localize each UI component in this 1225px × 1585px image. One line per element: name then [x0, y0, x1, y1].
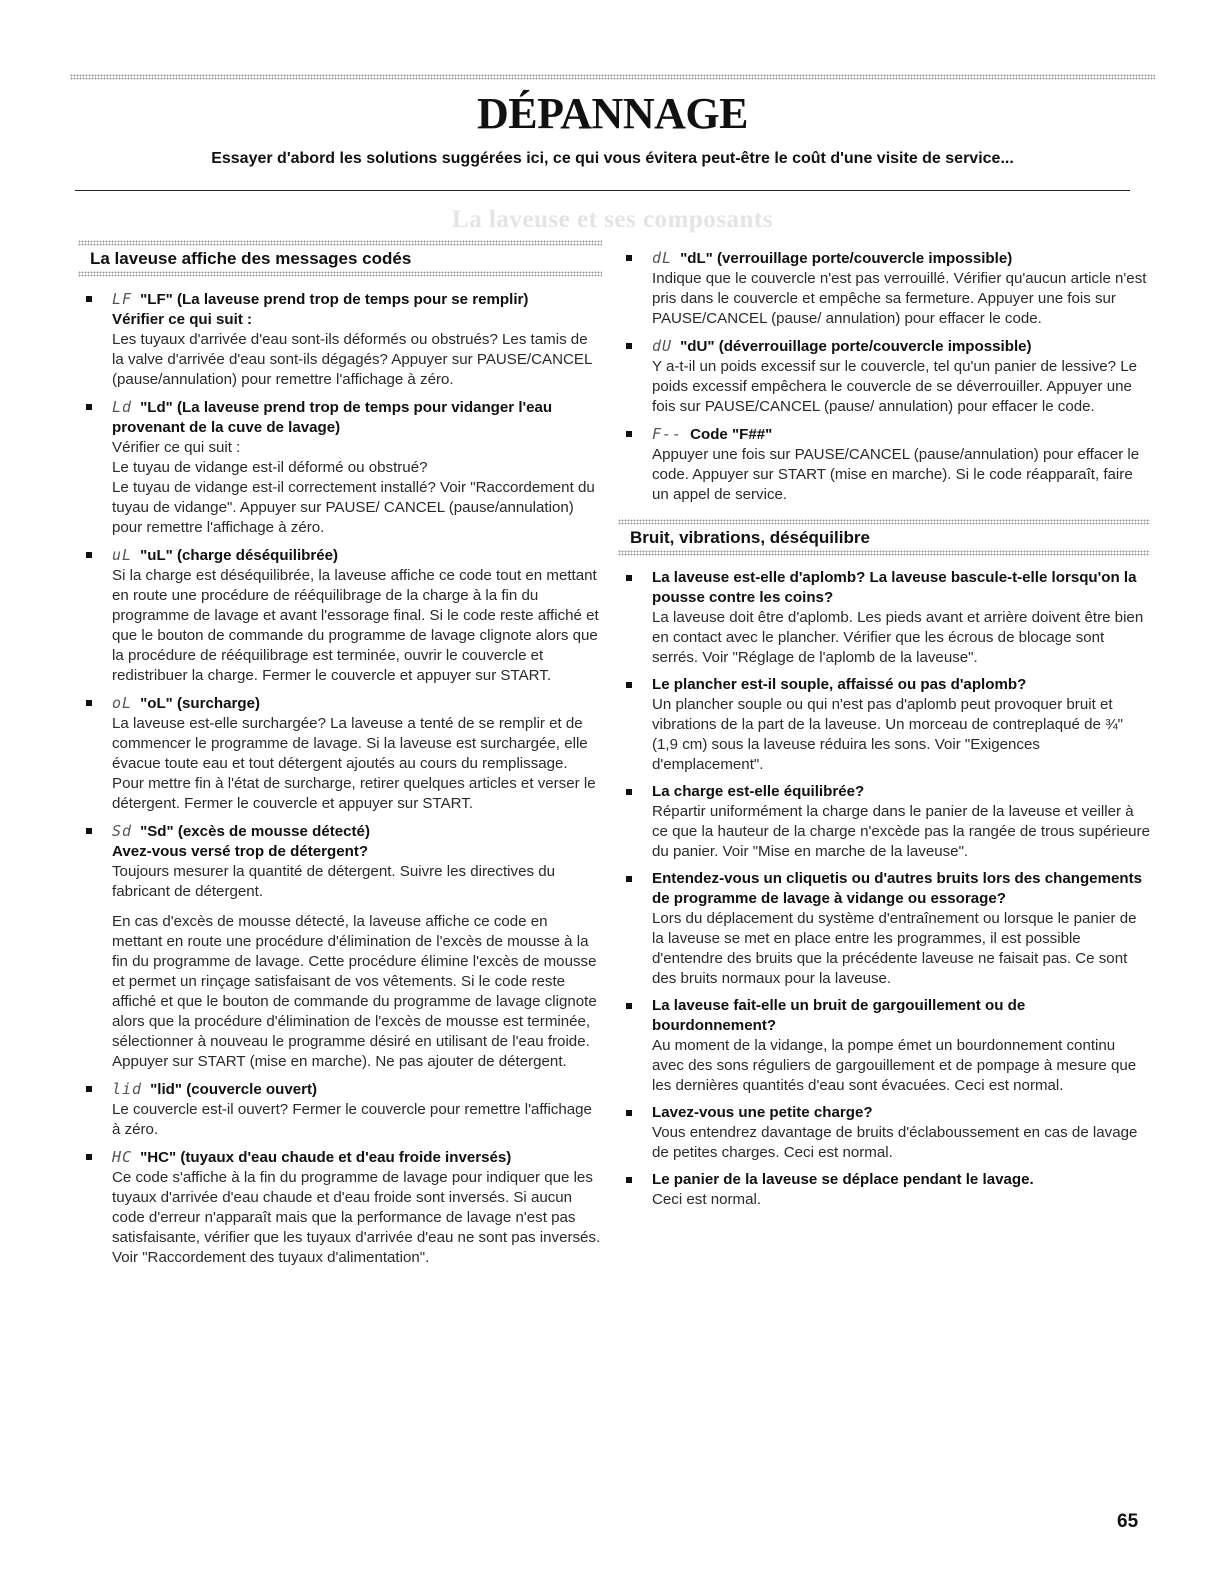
code-item-lid — [82, 1079, 602, 1140]
display-code-icon: Ld — [112, 398, 133, 416]
list-item — [622, 568, 1150, 668]
item-title: "Sd" (excès de mousse détecté) — [140, 823, 370, 840]
item-body: Lors du déplacement du système d'entraînement ou lorsque le panier de la laveuse se met en place entre les programmes, il est possible d'entendre des bruits que la précédente laveuse ne faisait pas. Ce sont des bruits normaux pour la laveuse. — [652, 910, 1137, 987]
bullet-icon — [86, 828, 92, 834]
bullet-icon — [626, 1110, 632, 1116]
dotted-divider — [618, 550, 1150, 556]
item-title: Lavez-vous une petite charge? — [652, 1104, 873, 1121]
list-item — [622, 996, 1150, 1096]
item-body: Ceci est normal. — [652, 1191, 762, 1208]
code-item-ol — [82, 693, 602, 814]
item-body: Indique que le couvercle n'est pas verrouillé. Vérifier qu'aucun article n'est pris dans le couvercle et empêche sa fermeture. Appuyer une fois sur PAUSE/CANCEL (pause/ annulation) pour effacer le code. — [652, 270, 1147, 327]
item-body-continued: En cas d'excès de mousse détecté, la laveuse affiche ce code en mettant en route une procédure d'élimination de l'excès de mousse à la fin du programme de lavage. Cette procédure élimine l'excès de mousse et permet un rinçage satisfaisant de vos vêtements. Si le code reste affiché et que le bouton de commande du programme de lavage clignote alors que la procédure d'élimination de l'excès de mousse est terminée, sélectionner à nouveau le programme désiré en utilisant de l'eau froide. Appuyer sur START (mise en marche). Ne pas ajouter de détergent. — [112, 913, 597, 1070]
item-title: Le plancher est-il souple, affaissé ou pas d'aplomb? — [652, 676, 1027, 693]
display-code-icon: LF — [112, 290, 133, 308]
item-body: Si la charge est déséquilibrée, la laveuse affiche ce code tout en mettant en route une procédure de rééquilibrage de la charge à la fin du programme de lavage et avant l'essorage final. Si le code reste affiché et que le bouton de commande du programme de lavage clignote alors que la procédure de rééquilibrage est terminée, ouvrir le couvercle et redistribuer la charge. Fermer le couvercle et appuyer sur START. — [112, 567, 599, 684]
item-body: La laveuse doit être d'aplomb. Les pieds avant et arrière doivent être bien en contact avec le plancher. Vérifier que les écrous de blocage sont serrés. Voir "Réglage de l'aplomb de la laveuse". — [652, 609, 1144, 666]
bullet-icon — [626, 682, 632, 688]
bullet-icon — [626, 255, 632, 261]
item-body: Toujours mesurer la quantité de détergent. Suivre les directives du fabricant de détergent. — [112, 863, 555, 900]
header-rule — [75, 190, 1130, 191]
bullet-icon — [86, 552, 92, 558]
display-code-icon: lid — [112, 1080, 143, 1098]
bullet-icon — [86, 1086, 92, 1092]
display-code-icon: dL — [652, 249, 673, 267]
left-column — [82, 240, 602, 1275]
item-title: La charge est-elle équilibrée? — [652, 783, 865, 800]
item-title: "uL" (charge déséquilibrée) — [140, 547, 339, 564]
item-body: Les tuyaux d'arrivée d'eau sont-ils déformés ou obstrués? Les tamis de la valve d'arrivée d'eau sont-ils dégagés? Appuyer sur PAUSE/CANCEL (pause/annulation) pour remettre l'affichage à zéro. — [112, 331, 592, 388]
item-body: Vous entendrez davantage de bruits d'éclaboussement en cas de lavage de petites charges. Ceci est normal. — [652, 1124, 1138, 1161]
section-header: La laveuse et ses composants — [452, 206, 773, 233]
bullet-icon — [626, 1177, 632, 1183]
list-item — [622, 1103, 1150, 1163]
display-code-icon: F-- — [652, 425, 683, 443]
item-body: Vérifier ce qui suit : Le tuyau de vidange est-il déformé ou obstrué? Le tuyau de vidange est-il correctement installé? Voir "Raccordement du tuyau de vidange". Appuyer sur PAUSE/ CANCEL (pause/annulation) pour remettre l'affichage à zéro. — [112, 439, 595, 536]
code-list-continued — [622, 248, 1150, 505]
item-title: "dL" (verrouillage porte/couvercle impossible) — [680, 250, 1013, 267]
item-body: Appuyer une fois sur PAUSE/CANCEL (pause/annulation) pour effacer le code. Appuyer sur START (mise en marche). Si le code réapparaît, faire un appel de service. — [652, 446, 1140, 503]
bullet-icon — [626, 575, 632, 581]
display-code-icon: dU — [652, 337, 673, 355]
code-item-du — [622, 336, 1150, 417]
item-title: Le panier de la laveuse se déplace pendant le lavage. — [652, 1171, 1034, 1188]
code-item-sd — [82, 821, 602, 1072]
page-title: DÉPANNAGE — [477, 89, 748, 138]
bullet-icon — [626, 876, 632, 882]
code-list — [82, 289, 602, 1268]
item-title: Code "F##" — [690, 426, 773, 443]
item-title: "oL" (surcharge) — [140, 695, 261, 712]
bullet-icon — [626, 431, 632, 437]
item-title: "LF" (La laveuse prend trop de temps pour se remplir) — [140, 291, 529, 308]
item-body: La laveuse est-elle surchargée? La laveuse a tenté de se remplir et de commencer le programme de lavage. Si la laveuse est surchargée, elle évacue toute eau et tout détergent ajoutés au cours du remplissage. Pour mettre fin à l'état de surcharge, retirer quelques articles et verser le détergent. Fermer le couvercle et appuyer sur START. — [112, 715, 596, 812]
item-title: "lid" (couvercle ouvert) — [150, 1081, 318, 1098]
code-item-lf — [82, 289, 602, 390]
top-dotted-rule — [70, 74, 1155, 80]
noise-list — [622, 568, 1150, 1210]
item-body: Répartir uniformément la charge dans le panier de la laveuse et veiller à ce que la hauteur de la charge n'excède pas la rangée de trous supérieure du panier. Voir "Mise en marche de la laveuse". — [652, 803, 1150, 860]
page-number: 65 — [1117, 1511, 1139, 1532]
list-item — [622, 782, 1150, 862]
code-item-f — [622, 424, 1150, 505]
bullet-icon — [86, 700, 92, 706]
code-item-dl — [622, 248, 1150, 329]
item-body: Ce code s'affiche à la fin du programme de lavage pour indiquer que les tuyaux d'arrivée d'eau chaude et d'eau froide sont inversés. Si aucun code d'erreur n'apparaît mais que la performance de lavage n'est pas satisfaisante, vérifier que les tuyaux d'arrivée d'eau ne sont pas inversés. Voir "Raccordement des tuyaux d'alimentation". — [112, 1169, 601, 1266]
item-title: "dU" (déverrouillage porte/couvercle impossible) — [680, 338, 1032, 355]
page-subtitle: Essayer d'abord les solutions suggérées ici, ce qui vous évitera peut-être le coût d'une visite de service... — [211, 150, 1014, 167]
item-title: "HC" (tuyaux d'eau chaude et d'eau froide inversés) — [140, 1149, 512, 1166]
list-item — [622, 675, 1150, 775]
bullet-icon — [626, 1003, 632, 1009]
bullet-icon — [86, 1154, 92, 1160]
subsection-heading: Bruit, vibrations, déséquilibre — [630, 528, 870, 547]
bullet-icon — [626, 343, 632, 349]
list-item — [622, 869, 1150, 989]
item-question: Avez-vous versé trop de détergent? — [112, 843, 369, 860]
display-code-icon: uL — [112, 546, 133, 564]
dotted-divider — [78, 271, 602, 277]
bullet-icon — [626, 789, 632, 795]
code-item-ul — [82, 545, 602, 686]
code-item-ld — [82, 397, 602, 538]
subsection-heading: La laveuse affiche des messages codés — [90, 249, 412, 268]
item-body: Au moment de la vidange, la pompe émet un bourdonnement continu avec des sons réguliers de gargouillement et de pompage à mesure que les dernières quantités d'eau sont évacuées. Ceci est normal. — [652, 1037, 1137, 1094]
item-body: Le couvercle est-il ouvert? Fermer le couvercle pour remettre l'affichage à zéro. — [112, 1101, 592, 1138]
item-body: Y a-t-il un poids excessif sur le couvercle, tel qu'un panier de lessive? Le poids excessif empêchera le couvercle de se déverrouiller. Appuyer une fois sur PAUSE/CANCEL (pause/ annulation) pour effacer le code. — [652, 358, 1138, 415]
display-code-icon: oL — [112, 694, 133, 712]
display-code-icon: Sd — [112, 822, 133, 840]
list-item — [622, 1170, 1150, 1210]
item-title: La laveuse fait-elle un bruit de gargouillement ou de bourdonnement? — [652, 997, 1026, 1034]
right-column — [622, 240, 1150, 1217]
display-code-icon: HC — [112, 1148, 133, 1166]
item-title: Entendez-vous un cliquetis ou d'autres bruits lors des changements de programme de lavage à vidange ou essorage? — [652, 870, 1143, 907]
code-item-hc — [82, 1147, 602, 1268]
item-title: La laveuse est-elle d'aplomb? La laveuse bascule-t-elle lorsqu'on la pousse contre les coins? — [652, 569, 1137, 606]
item-body: Un plancher souple ou qui n'est pas d'aplomb peut provoquer bruit et vibrations de la part de la laveuse. Un morceau de contreplaqué de ¾" (1,9 cm) sous la laveuse réduira les sons. Voir "Exigences d'emplacement". — [652, 696, 1124, 773]
item-question: Vérifier ce qui suit : — [112, 311, 253, 328]
bullet-icon — [86, 296, 92, 302]
item-title: "Ld" (La laveuse prend trop de temps pour vidanger l'eau provenant de la cuve de lavage) — [112, 399, 553, 436]
bullet-icon — [86, 404, 92, 410]
